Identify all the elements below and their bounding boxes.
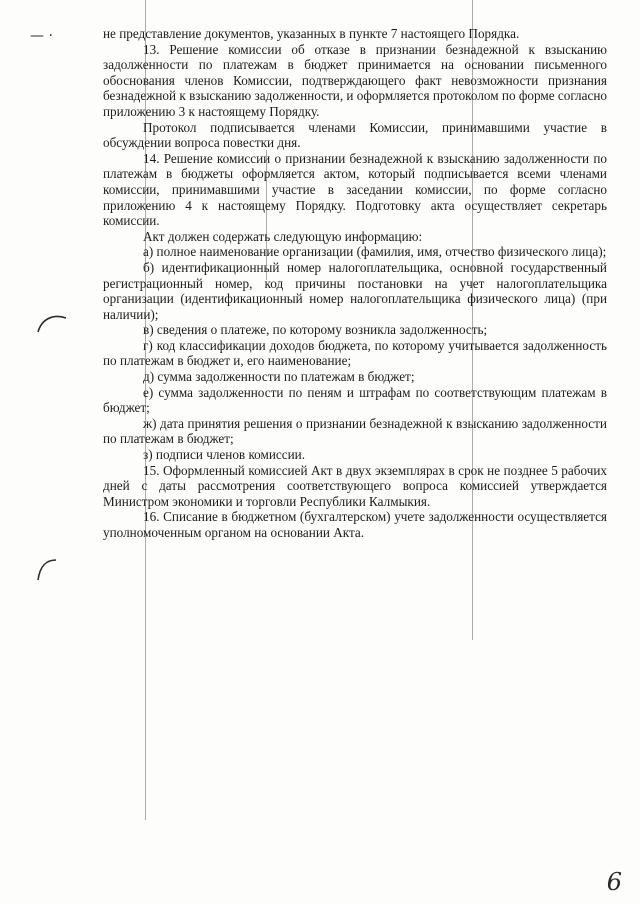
list-item-e: е) сумма задолженности по пеням и штрафам по соответствующим платежам в бюджет; [103, 384, 607, 416]
punch-mark-middle [34, 312, 68, 338]
paragraph-15: 15. Оформленный комиссией Акт в двух экземплярах в срок не позднее 5 рабочих дней с даты рассмотрения соответствующего вопроса комиссией утверждается Министром экономики и торговли Республики Калмыкия. [103, 462, 607, 509]
list-item-z: з) подписи членов комиссии. [143, 447, 306, 463]
punch-mark-bottom [34, 556, 58, 582]
list-item-b: б) идентификационный номер налогоплательщика, основной государственный регистрационный номер, код причины постановки на учет налогоплательщика организации (идентификационный номер налогоплательщика физического лица) (при наличии); [103, 259, 607, 322]
list-item-zh: ж) дата принятия решения о признании безнадежной к взысканию задолженности по платежам в бюджет; [103, 415, 607, 447]
paragraph-act-info: Акт должен содержать следующую информацию: [143, 228, 423, 244]
list-item-d: д) сумма задолженности по платежам в бюджет; [143, 369, 415, 385]
paragraph-protocol: Протокол подписывается членами Комиссии, принимавшими участие в обсуждении вопроса повестки дня. [103, 119, 607, 151]
list-item-g: г) код классификации доходов бюджета, по которому учитывается задолженность по платежам в бюджет и, его наименование; [103, 337, 607, 369]
paragraph-14: 14. Решение комиссии о признании безнадежной к взысканию задолженности по платежам в бюджеты оформляется актом, который подписывается всеми членами комиссии, принимавшими участие в заседании комиссии, по форме согласно приложению 4 к настоящему Порядку. Подготовку акта осуществляет секретарь комиссии. [103, 150, 607, 229]
paragraph-16: 16. Списание в бюджетном (бухгалтерском) учете задолженности осуществляется уполномоченным органом на основании Акта. [103, 509, 607, 540]
list-item-v: в) сведения о платеже, по которому возникла задолженность; [143, 322, 488, 338]
page-number: 6 [606, 868, 622, 896]
document-body [103, 26, 607, 541]
punch-mark-top: — · [30, 28, 53, 44]
paragraph-13: 13. Решение комиссии об отказе в признании безнадежной к взысканию задолженности по платежам в бюджет принимается на основании письменного обоснования членов Комиссии, подтверждающего факт невозможности признания безнадежной к взысканию задолженности, и оформляется протоколом по форме согласно приложению 3 к настоящему Порядку. [103, 41, 607, 119]
list-item-a: а) полное наименование организации (фамилия, имя, отчество физического лица); [143, 244, 607, 260]
paragraph-12-end: не представление документов, указанных в пункте 7 настоящего Порядка. [103, 26, 520, 41]
